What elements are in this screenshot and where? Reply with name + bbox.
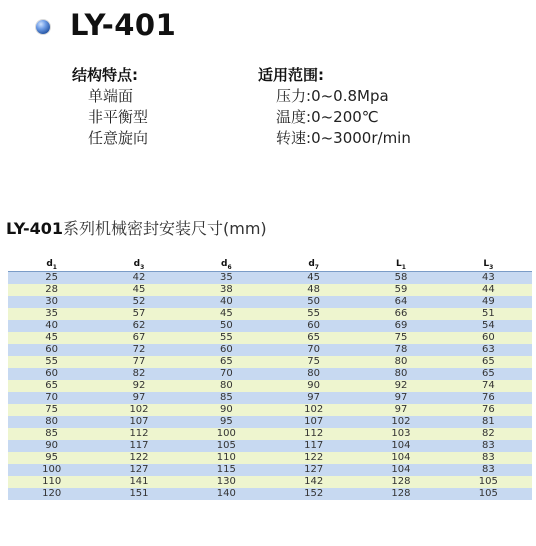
table-cell: 80 [357,368,444,380]
column-header [183,253,270,272]
table-row [8,404,532,416]
table-cell: 122 [95,452,182,464]
table-cell: 97 [95,392,182,404]
table-row [8,392,532,404]
table-cell: 82 [95,368,182,380]
table-cell: 75 [270,356,357,368]
table-cell: 48 [270,284,357,296]
table-cell: 44 [445,284,532,296]
table-cell: 127 [270,464,357,476]
table-header-row [8,253,532,272]
table-cell: 75 [8,404,95,416]
table-cell: 77 [95,356,182,368]
table-cell: 57 [95,308,182,320]
table-cell: 90 [183,404,270,416]
table-row [8,344,532,356]
table-cell: 115 [183,464,270,476]
table-row [8,332,532,344]
table-cell: 80 [183,380,270,392]
column-header [270,253,357,272]
table-cell: 40 [183,296,270,308]
column-header-base: d [133,259,141,270]
range-heading: 适用范围: [258,66,324,84]
table-row [8,368,532,380]
table-cell: 38 [183,284,270,296]
table-row [8,356,532,368]
table-cell: 83 [445,464,532,476]
table-cell: 62 [95,320,182,332]
table-cell: 65 [445,368,532,380]
table-cell: 70 [270,344,357,356]
table-cell: 63 [445,344,532,356]
table-cell: 43 [445,272,532,285]
table-cell: 102 [357,416,444,428]
range-value: 0~200℃ [311,108,379,126]
table-cell: 142 [270,476,357,488]
table-cell: 64 [357,296,444,308]
bullet-icon [36,20,50,34]
table-cell: 55 [270,308,357,320]
range-item-speed [276,127,411,148]
column-header-base: d [221,259,228,270]
table-row [8,416,532,428]
table-cell: 105 [445,488,532,500]
table-row [8,272,532,285]
table-cell: 90 [270,380,357,392]
table-title-model: LY-401 [6,219,63,238]
range-value: 0~0.8Mpa [311,87,389,105]
table-cell: 141 [95,476,182,488]
table-cell: 80 [357,356,444,368]
table-cell: 85 [8,428,95,440]
table-cell: 103 [357,428,444,440]
table-cell: 60 [183,344,270,356]
table-body [8,272,532,501]
table-row [8,452,532,464]
table-cell: 59 [357,284,444,296]
table-cell: 104 [357,464,444,476]
range-label: 转速: [276,129,312,147]
table-cell: 70 [8,392,95,404]
table-cell: 80 [270,368,357,380]
table-cell: 74 [445,380,532,392]
feature-item: 单端面 [88,87,134,105]
table-cell: 40 [8,320,95,332]
range-label: 压力: [276,87,312,105]
table-cell: 55 [183,332,270,344]
table-cell: 60 [445,332,532,344]
range-item-pressure [276,85,389,106]
column-header-base: d [46,259,53,270]
table-cell: 65 [183,356,270,368]
column-header-sub: 3 [489,264,494,271]
table-cell: 95 [183,416,270,428]
feature-item: 非平衡型 [88,108,149,126]
table-title-text: 系列机械密封安装尺寸(mm) [62,219,267,238]
table-row [8,284,532,296]
table-cell: 67 [95,332,182,344]
table-cell: 81 [445,416,532,428]
range-value: 0~3000r/min [311,129,411,147]
column-header-base: L [396,259,402,270]
table-cell: 65 [8,380,95,392]
table-cell: 127 [95,464,182,476]
table-cell: 151 [95,488,182,500]
table-cell: 102 [270,404,357,416]
table-row [8,308,532,320]
table-cell: 83 [445,452,532,464]
table-cell: 55 [8,356,95,368]
table-cell: 45 [8,332,95,344]
table-cell: 76 [445,392,532,404]
column-header-sub: 6 [227,264,232,271]
table-cell: 107 [270,416,357,428]
table-cell: 49 [445,296,532,308]
table-cell: 104 [357,440,444,452]
table-cell: 112 [270,428,357,440]
column-header [357,253,444,272]
table-cell: 70 [183,368,270,380]
table-cell: 105 [183,440,270,452]
table-cell: 100 [8,464,95,476]
column-header-base: L [483,259,490,270]
column-header-sub: 3 [140,264,145,271]
table-cell: 45 [270,272,357,285]
column-header-sub: 7 [314,264,319,271]
table-cell: 50 [270,296,357,308]
table-title [6,216,267,239]
table-cell: 60 [8,368,95,380]
table-cell: 45 [183,308,270,320]
table-cell: 110 [8,476,95,488]
table-cell: 112 [95,428,182,440]
dimensions-table [8,253,532,500]
table-cell: 102 [95,404,182,416]
range-item-temperature [276,106,379,127]
table-cell: 128 [357,476,444,488]
table-cell: 128 [357,488,444,500]
column-header-base: d [308,259,315,270]
table-cell: 35 [183,272,270,285]
table-cell: 97 [270,392,357,404]
table-cell: 65 [445,356,532,368]
table-row [8,380,532,392]
table-cell: 130 [183,476,270,488]
table-cell: 60 [270,320,357,332]
table-cell: 75 [357,332,444,344]
table-cell: 90 [8,440,95,452]
table-cell: 140 [183,488,270,500]
column-header [445,253,532,272]
table-cell: 100 [183,428,270,440]
table-row [8,428,532,440]
column-header [95,253,182,272]
table-cell: 76 [445,404,532,416]
table-cell: 60 [8,344,95,356]
table-cell: 117 [95,440,182,452]
page-title: LY-401 [70,8,177,42]
table-cell: 120 [8,488,95,500]
table-cell: 97 [357,392,444,404]
table-cell: 107 [95,416,182,428]
table-cell: 105 [445,476,532,488]
table-cell: 72 [95,344,182,356]
table-cell: 51 [445,308,532,320]
table-row [8,488,532,500]
column-header-sub: 1 [401,264,406,271]
column-header [8,253,95,272]
table-cell: 66 [357,308,444,320]
table-row [8,464,532,476]
table-cell: 152 [270,488,357,500]
table-cell: 69 [357,320,444,332]
table-cell: 92 [95,380,182,392]
table-cell: 54 [445,320,532,332]
table-cell: 82 [445,428,532,440]
table-row [8,476,532,488]
column-header-sub: 1 [52,264,57,271]
table-cell: 52 [95,296,182,308]
table-row [8,296,532,308]
table-cell: 45 [95,284,182,296]
table-cell: 25 [8,272,95,285]
table-cell: 97 [357,404,444,416]
table-cell: 35 [8,308,95,320]
table-cell: 117 [270,440,357,452]
table-cell: 80 [8,416,95,428]
table-cell: 83 [445,440,532,452]
table-cell: 95 [8,452,95,464]
feature-item: 任意旋向 [88,129,149,147]
range-label: 温度: [276,108,312,126]
table-cell: 122 [270,452,357,464]
table-cell: 42 [95,272,182,285]
table-cell: 110 [183,452,270,464]
table-cell: 58 [357,272,444,285]
table-cell: 65 [270,332,357,344]
table-cell: 30 [8,296,95,308]
table-cell: 85 [183,392,270,404]
features-heading: 结构特点: [72,66,138,84]
table-cell: 78 [357,344,444,356]
table-cell: 104 [357,452,444,464]
table-row [8,320,532,332]
table-cell: 28 [8,284,95,296]
table-cell: 50 [183,320,270,332]
table-row [8,440,532,452]
table-cell: 92 [357,380,444,392]
